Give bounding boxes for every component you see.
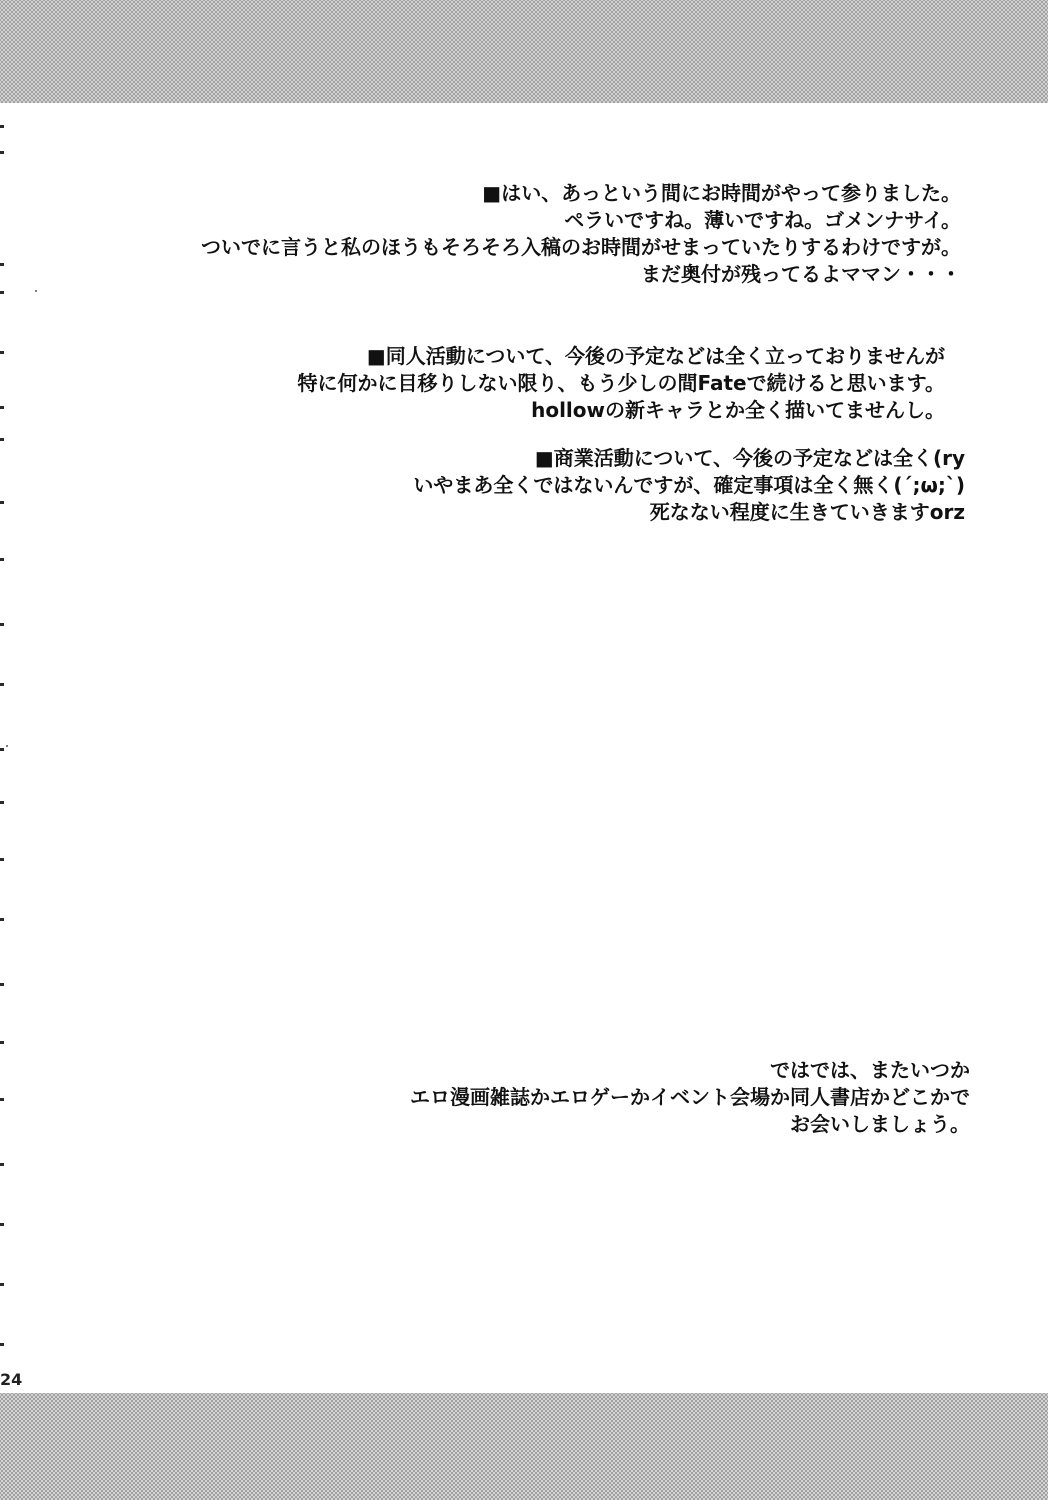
screentone-bottom-band <box>0 1393 1048 1500</box>
afterword-paragraph-farewell <box>410 1057 970 1138</box>
edge-tick-mark <box>0 801 4 804</box>
edge-tick-mark <box>0 858 4 861</box>
binding-edge-marks <box>0 103 12 1393</box>
text-line: ■商業活動について、今後の予定などは全く(ry <box>534 446 965 470</box>
text-line: お会いしましょう。 <box>790 1112 970 1136</box>
text-line: hollowの新キャラとか全く描いてませんし。 <box>531 398 945 422</box>
screentone-top-band <box>0 0 1048 103</box>
afterword-paragraph-commercial <box>413 445 965 526</box>
edge-tick-mark <box>0 1163 4 1166</box>
scan-speck <box>35 290 37 292</box>
edge-tick-mark <box>0 125 4 128</box>
edge-tick-mark <box>0 748 4 751</box>
afterword-paragraph-intro <box>201 180 961 288</box>
edge-tick-mark <box>0 918 4 921</box>
text-line: 特に何かに目移りしない限り、もう少しの間Fateで続けると思います。 <box>297 371 945 395</box>
edge-tick-mark <box>0 501 4 504</box>
text-line: ではでは、またいつか <box>770 1058 970 1082</box>
afterword-paragraph-doujin <box>297 343 945 424</box>
edge-tick-mark <box>0 351 4 354</box>
edge-tick-mark <box>0 438 4 441</box>
text-line: いやまあ全くではないんですが、確定事項は全く無く(´;ω;`) <box>413 473 965 497</box>
edge-tick-mark <box>0 291 4 294</box>
edge-tick-mark <box>0 1343 4 1346</box>
text-line: 死なない程度に生きていきますorz <box>649 500 965 524</box>
edge-tick-mark <box>0 623 4 626</box>
edge-tick-mark <box>0 983 4 986</box>
edge-tick-mark <box>0 683 4 686</box>
edge-tick-mark <box>0 1283 4 1286</box>
edge-tick-mark <box>0 151 4 154</box>
edge-tick-mark <box>0 1223 4 1226</box>
edge-tick-mark <box>0 263 4 266</box>
page-number: 24 <box>0 1370 23 1389</box>
text-line: ペラいですね。薄いですね。ゴメンナサイ。 <box>564 208 961 232</box>
text-line: ついでに言うと私のほうもそろそろ入稿のお時間がせまっていたりするわけですが。 <box>201 235 961 259</box>
text-line: ■はい、あっという間にお時間がやって参りました。 <box>482 181 961 205</box>
text-line: まだ奥付が残ってるよママン・・・ <box>641 262 961 286</box>
scan-speck <box>6 745 8 747</box>
edge-tick-mark <box>0 1098 4 1101</box>
text-line: エロ漫画雑誌かエロゲーかイベント会場か同人書店かどこかで <box>410 1085 970 1109</box>
edge-tick-mark <box>0 558 4 561</box>
text-line: ■同人活動について、今後の予定などは全く立っておりませんが <box>366 344 945 368</box>
edge-tick-mark <box>0 406 4 409</box>
edge-tick-mark <box>0 1041 4 1044</box>
